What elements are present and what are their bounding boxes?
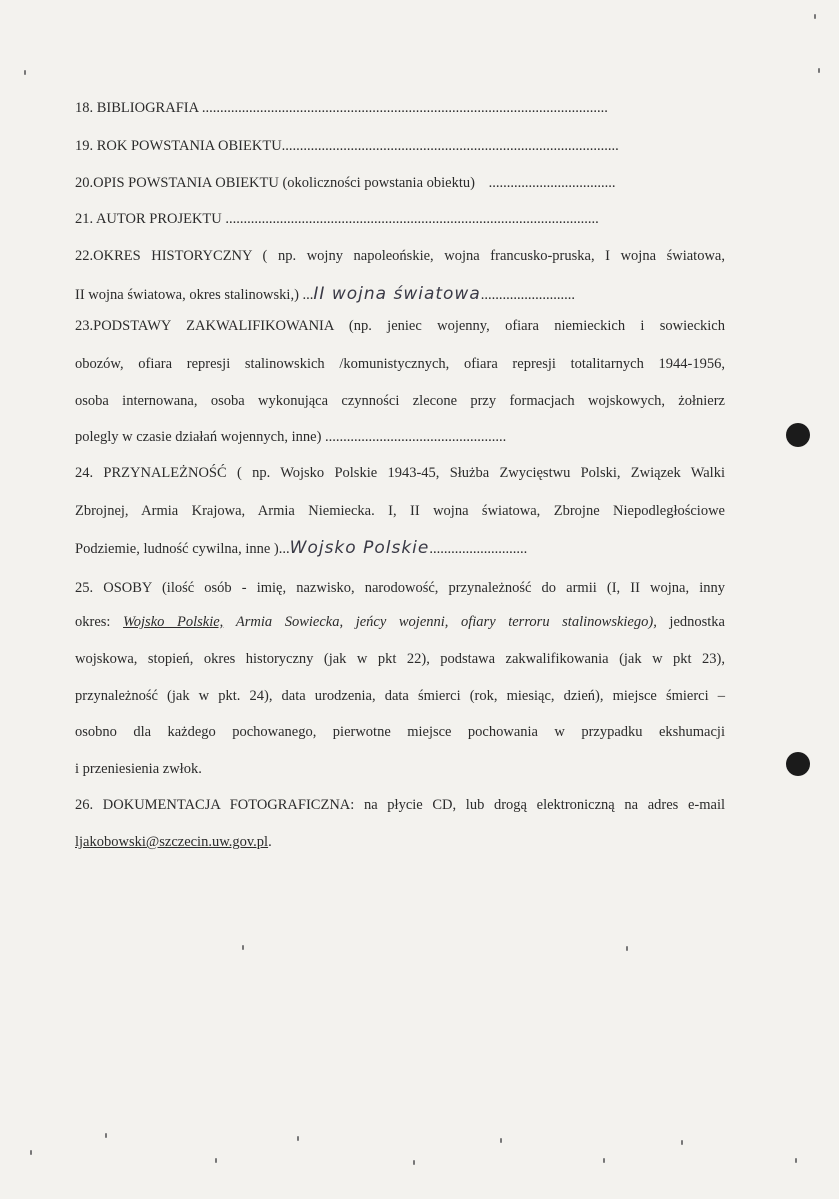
item-25-line-6: i przeniesienia zwłok. — [75, 761, 202, 777]
item-22-line-1: 22.OKRES HISTORYCZNY ( np. wojny napoleońskie, wojna francusko-pruska, I wojna światowa, — [75, 248, 725, 264]
scan-speck — [215, 1158, 217, 1163]
scan-speck — [603, 1158, 605, 1163]
handwritten-okres: II wojna światowa — [313, 284, 481, 304]
scan-speck — [500, 1138, 502, 1143]
scan-speck — [681, 1140, 683, 1145]
item-25-line-2 — [75, 614, 725, 631]
item-20-dots: ................................... — [488, 175, 616, 191]
item-25-line-5: osobno dla każdego pochowanego, pierwotne miejsce pochowania w przypadku ekshumacji — [75, 724, 725, 740]
item-23-line-1: 23.PODSTAWY ZAKWALIFIKOWANIA (np. jeniec wojenny, ofiara niemieckich i sowieckich — [75, 318, 725, 334]
item-25-line-1: 25. OSOBY (ilość osób - imię, nazwisko, narodowość, przynależność do armii (I, II wojna, inny — [75, 580, 725, 596]
item-21-autor-projektu: 21. AUTOR PROJEKTU ....................................................................................................... — [75, 211, 599, 227]
item-25-wojsko-polskie: Wojsko Polskie, — [123, 614, 224, 630]
item-24-dots: ........................... — [429, 541, 528, 557]
item-23-line-4: polegly w czasie działań wojennych, inne) .................................................. — [75, 429, 507, 445]
item-24-line-3 — [75, 538, 725, 558]
scan-speck — [105, 1133, 107, 1138]
item-22-label: II wojna światowa, okres stalinowski,) ... — [75, 287, 314, 303]
scan-speck — [242, 945, 244, 950]
scan-speck — [24, 70, 26, 75]
item-18-bibliografia: 18. BIBLIOGRAFIA ................................................................................................................ — [75, 100, 608, 116]
scan-speck — [297, 1136, 299, 1141]
punch-hole-top — [786, 423, 810, 447]
item-25-okres-label: okres: — [75, 614, 111, 630]
item-23-line-2: obozów, ofiara represji stalinowskich /komunistycznych, ofiara represji totalitarnych 1944-1956, — [75, 356, 725, 372]
punch-hole-bottom — [786, 752, 810, 776]
item-26-line-1: 26. DOKUMENTACJA FOTOGRAFICZNA: na płycie CD, lub drogą elektroniczną na adres e-mail — [75, 797, 725, 813]
scan-speck — [30, 1150, 32, 1155]
item-24-line-1: 24. PRZYNALEŻNOŚĆ ( np. Wojsko Polskie 1943-45, Służba Zwycięstwu Polski, Związek Walki — [75, 465, 725, 481]
email-link[interactable]: ljakobowski@szczecin.uw.gov.pl — [75, 834, 269, 850]
scan-speck — [814, 14, 816, 19]
item-26-period: . — [268, 834, 272, 850]
item-24-label: Podziemie, ludność cywilna, inne )... — [75, 541, 290, 557]
handwritten-przynaleznosc: Wojsko Polskie — [289, 538, 430, 558]
item-25-line-3: wojskowa, stopień, okres historyczny (jak w pkt 22), podstawa zakwalifikowania (jak w pkt 23), — [75, 651, 725, 667]
item-20-label: 20.OPIS POWSTANIA OBIEKTU (okoliczności powstania obiektu) — [75, 175, 475, 191]
item-22-dots: .......................... — [480, 287, 575, 303]
item-25-line-4: przynależność (jak w pkt. 24), data urodzenia, data śmierci (rok, miesiąc, dzień), miejsce śmierci – — [75, 688, 725, 704]
item-24-line-2: Zbrojnej, Armia Krajowa, Armia Niemiecka. I, II wojna światowa, Zbrojne Niepodległościowe — [75, 503, 725, 519]
item-25-jednostka: jednostka — [669, 614, 725, 630]
item-19-rok-powstania: 19. ROK POWSTANIA OBIEKTU............................................................................................. — [75, 138, 619, 154]
item-22-line-2 — [75, 284, 725, 304]
scan-speck — [818, 68, 820, 73]
item-25-armies-list: Armia Sowiecka, jeńcy wojenni, ofiary terroru stalinowskiego), — [235, 614, 657, 630]
item-23-line-3: osoba internowana, osoba wykonująca czynności zlecone przy formacjach wojskowych, żołnierz — [75, 393, 725, 409]
scan-speck — [795, 1158, 797, 1163]
item-20-opis-powstania — [75, 175, 725, 192]
scan-speck — [626, 946, 628, 951]
item-26-line-2 — [75, 834, 725, 851]
scan-speck — [413, 1160, 415, 1165]
